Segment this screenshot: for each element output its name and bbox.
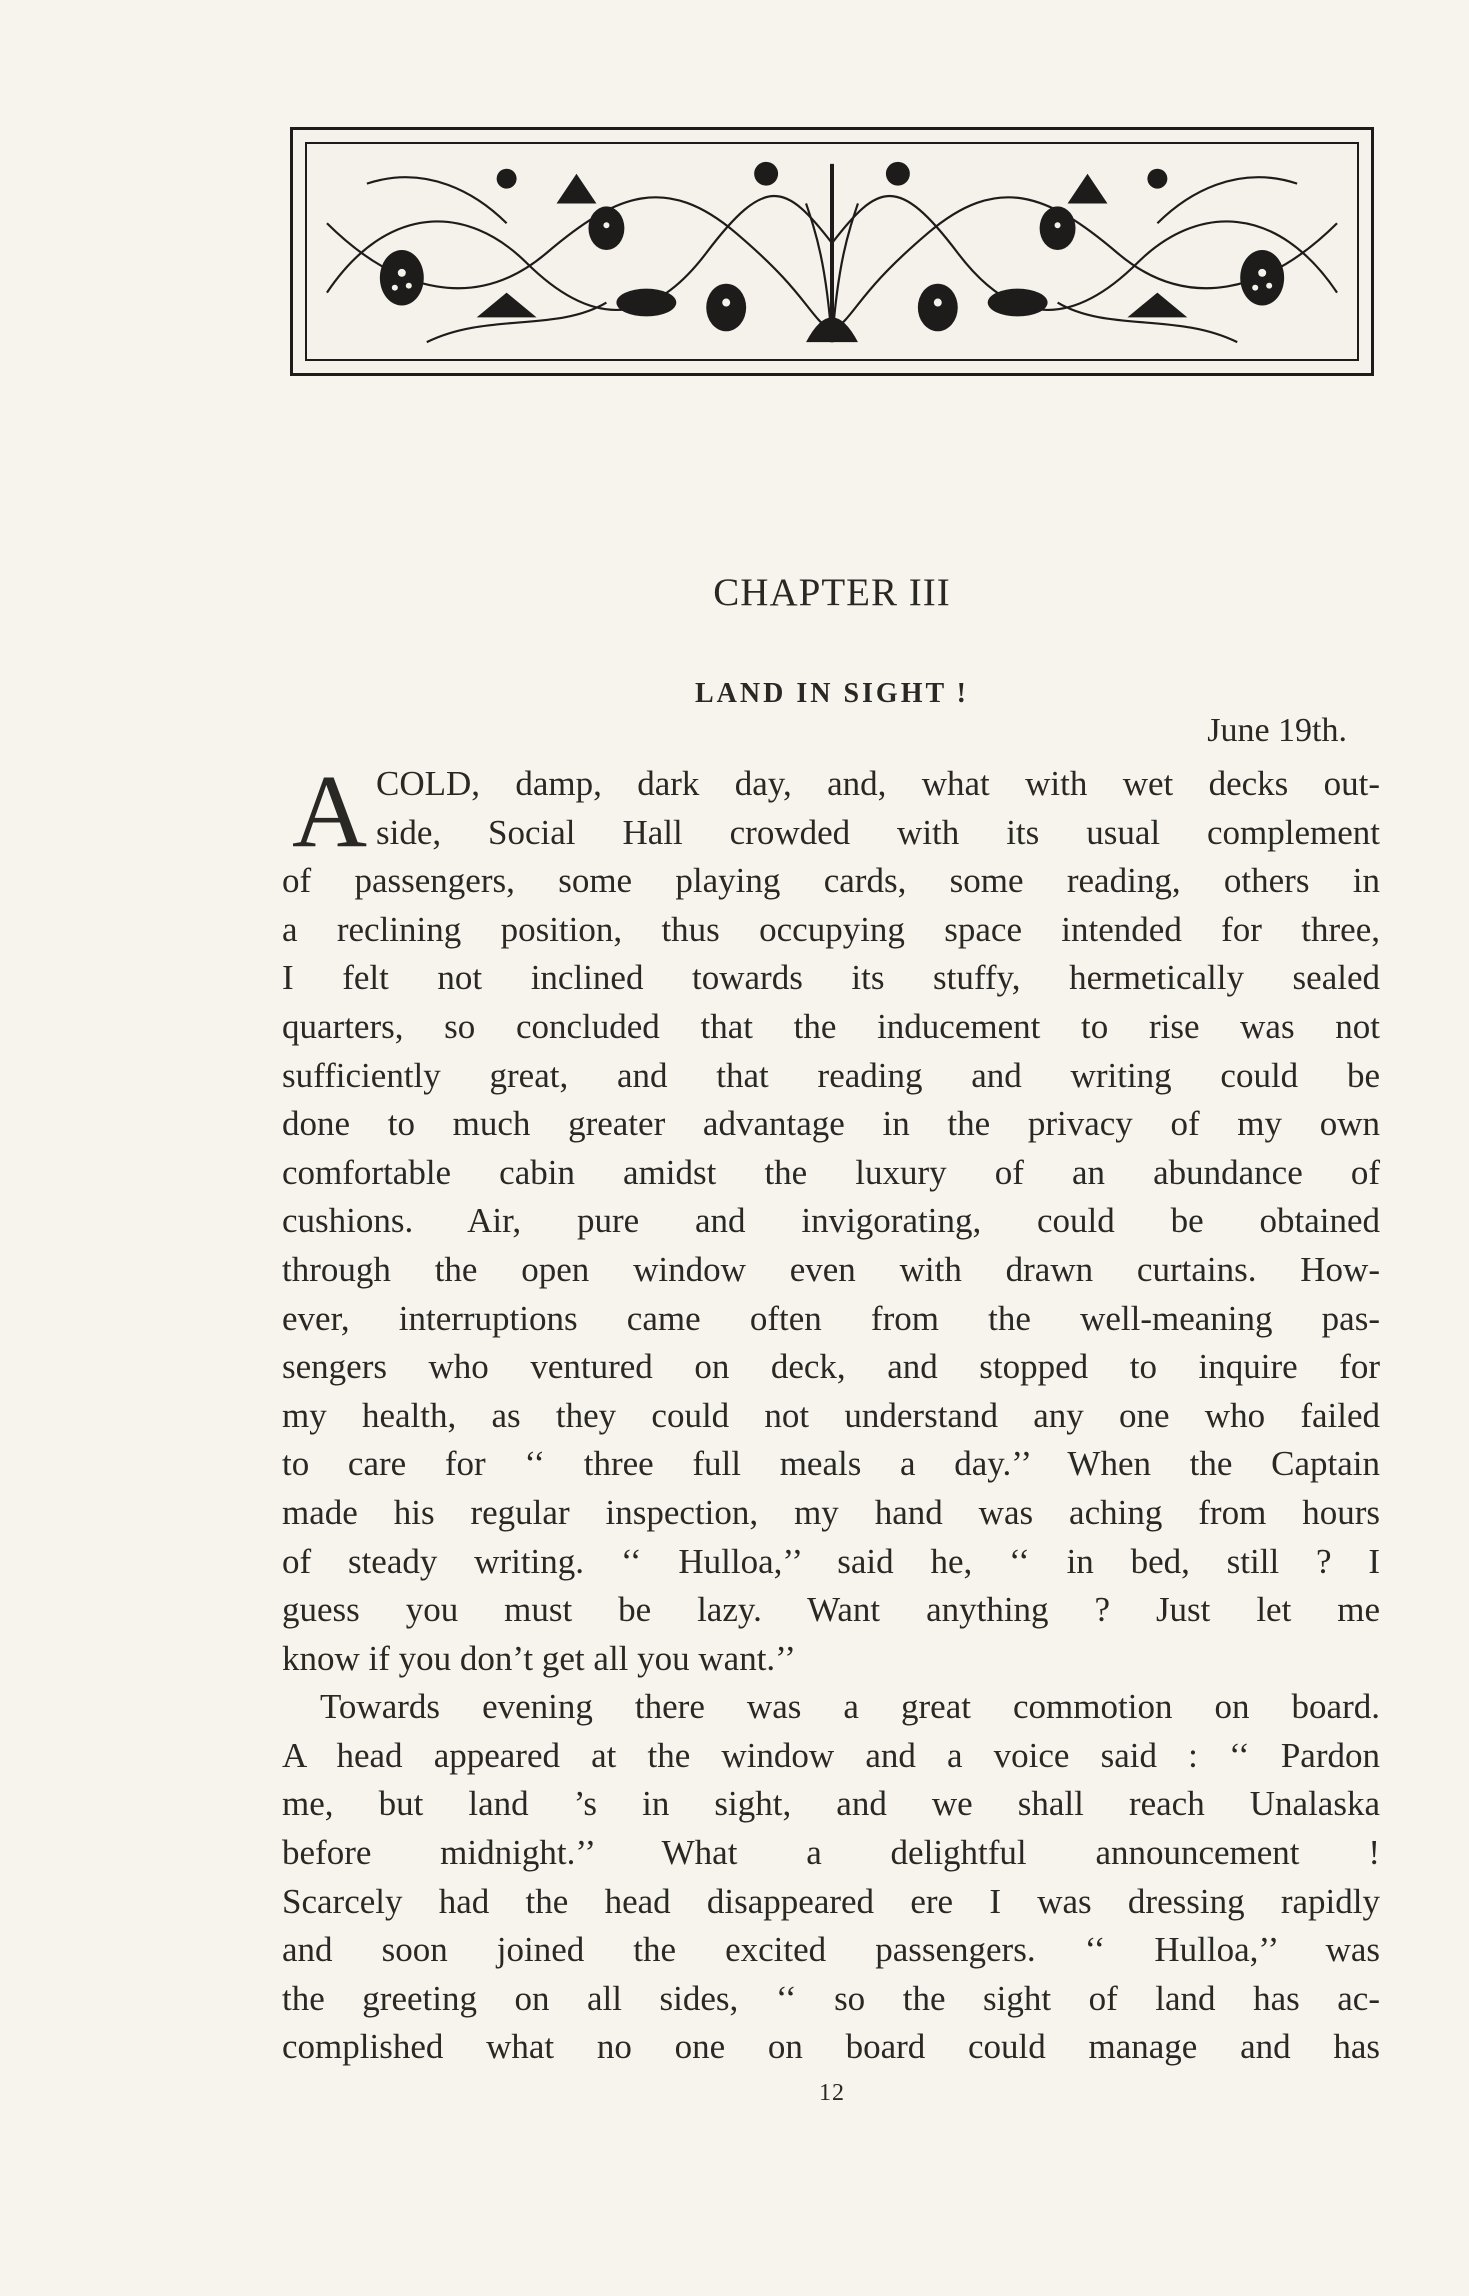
text-line: of steady writing. ‘‘ Hulloa,’’ said he, ‘‘ in bed, still ? I [282,1541,1380,1581]
text-line: me, but land ’s in sight, and we shall reach Unalaska [282,1784,1380,1824]
chapter-subtitle: LAND IN SIGHT ! [695,678,969,709]
text-line: guess you must be lazy. Want anything ? Just let me [282,1590,1380,1630]
text-line: a reclining position, thus occupying space intended for three, [282,909,1380,949]
body-text [282,754,1380,2072]
text-line: A head appeared at the window and a voice said : ‘‘ Pardon [282,1735,1380,1775]
page-number: 12 [819,2080,845,2106]
text-line: sufficiently great, and that reading and writing could be [282,1055,1380,1095]
text-line: comfortable cabin amidst the luxury of an abundance of [282,1152,1380,1192]
text-line: my health, as they could not understand any one who failed [282,1395,1380,1435]
text-line: and soon joined the excited passengers. ‘‘ Hulloa,’’ was [282,1930,1380,1970]
text-line: complished what no one on board could manage and has [282,2027,1380,2067]
text-line: done to much greater advantage in the privacy of my own [282,1104,1380,1144]
text-line: the greeting on all sides, ‘‘ so the sight of land has ac- [282,1978,1380,2018]
text-line: Towards evening there was a great commotion on board. [320,1687,1380,1727]
text-line: through the open window even with drawn curtains. How- [282,1249,1380,1289]
text-line: sengers who ventured on deck, and stopped to inquire for [282,1347,1380,1387]
drop-cap: A [292,754,368,869]
text-line: side, Social Hall crowded with its usual complement [376,812,1380,852]
text-line: quarters, so concluded that the inducement to rise was not [282,1006,1380,1046]
text-line: know if you don’t get all you want.’’ [282,1638,796,1678]
text-line: cushions. Air, pure and invigorating, could be obtained [282,1201,1380,1241]
chapter-title: CHAPTER III [713,571,951,614]
text-line: to care for ‘‘ three full meals a day.’’ When the Captain [282,1444,1380,1484]
text-line: ever, interruptions came often from the well-meaning pas- [282,1298,1380,1338]
text-line: made his regular inspection, my hand was aching from hours [282,1492,1380,1532]
ornamental-headpiece [290,127,1374,376]
headpiece-inner-frame [305,142,1359,361]
text-line: Scarcely had the head disappeared ere I was dressing rapidly [282,1881,1380,1921]
text-line: before midnight.’’ What a delightful announcement ! [282,1833,1380,1873]
floral-ornament-icon [307,144,1357,359]
text-line: of passengers, some playing cards, some reading, others in [282,861,1380,901]
text-line: I felt not inclined towards its stuffy, hermetically sealed [282,958,1380,998]
entry-date: June 19th. [1207,712,1347,749]
text-line: COLD, damp, dark day, and, what with wet decks out- [376,764,1380,803]
